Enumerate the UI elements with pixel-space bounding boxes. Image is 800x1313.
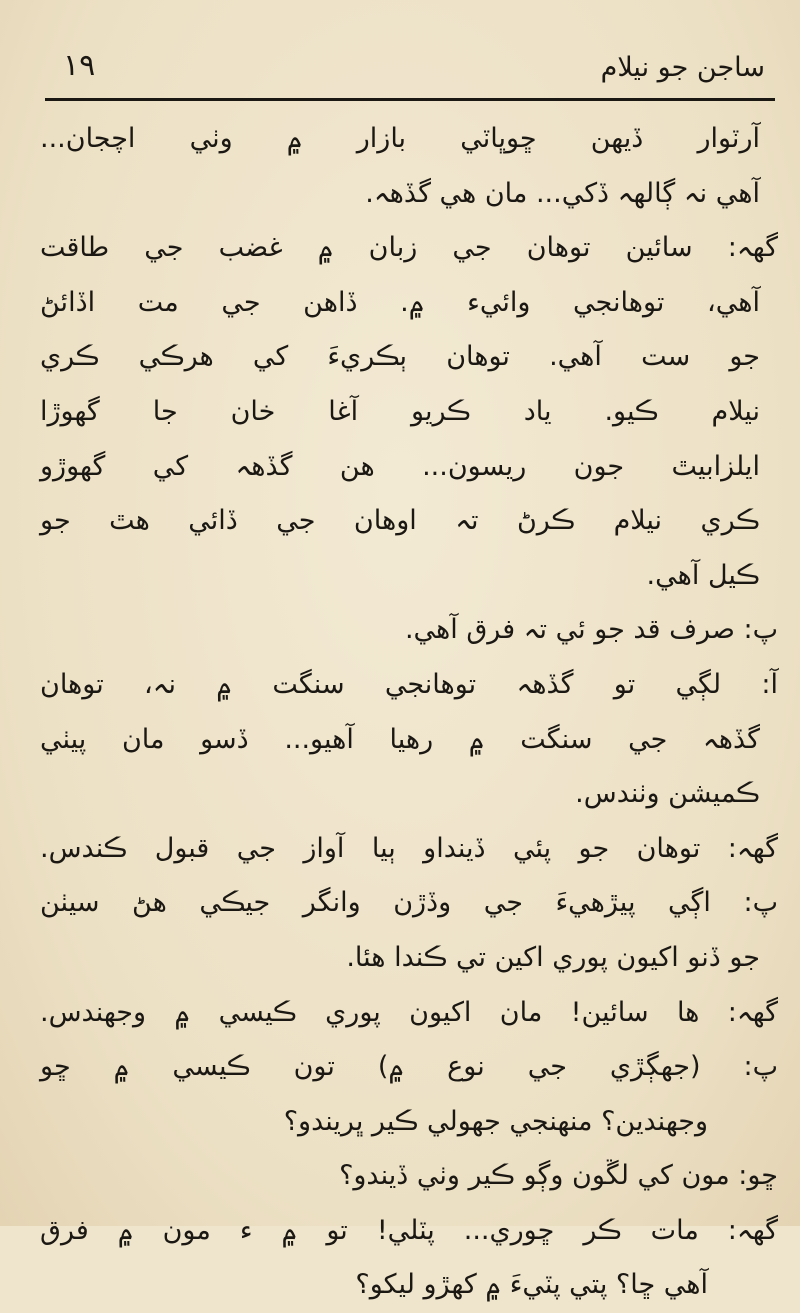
text-line: آهي نہ ڳالھہ ڏکي... مان ھي گڏھہ. <box>365 177 760 209</box>
text-line: گهہ: مات ڪر ڇوري... پٽلي! تو ۾ ء مون ۾ فرق <box>40 1214 778 1246</box>
text-line: ڪري نيلام ڪرڻ تہ اوهان جي ڏائي هٿ جو <box>40 505 760 537</box>
text-line: پ: اڳي پيڙهيءَ جي وڏڙن وانگر جيڪي هڻ سيٺن <box>40 887 778 919</box>
text-line: ايلزابيٿ جون ريسون... هن گڏھہ کي گهوڙو <box>40 450 760 482</box>
text-line: گهہ: سائين توهان جي زبان ۾ غضب جي طاقت <box>40 232 778 264</box>
text-line: آهي ڇا؟ پتي پٽيءَ ۾ کهڙو ليکو؟ <box>355 1269 708 1301</box>
text-line: گڏھہ جي سنگت ۾ رهيا آهيو... ڏسو مان پيٺي <box>40 723 760 755</box>
text-line: ڪميشن وٺندس. <box>575 778 760 810</box>
page-number: ١٩ <box>63 48 96 83</box>
text-line: جو ڏنو اکيون پوري اکين تي ڪندا هئا. <box>346 941 760 973</box>
text-line: جو ست آهي. توهان ٻڪريءَ کي هرڪي ڪري <box>40 341 760 373</box>
text-line: آ: لڳي تو گڏھہ توهانجي سنگت ۾ نہ، توهان <box>40 668 778 700</box>
text-line: گهہ: ها سائين! مان اکيون پوري ڪيسي ۾ وجهندس. <box>40 996 778 1028</box>
text-line: ڇو: مون کي لڱون وڳو ڪير وٺي ڏيندو؟ <box>339 1160 778 1192</box>
page-header <box>45 40 775 98</box>
text-line: پ: (جهڳڙي جي نوع ۾) تون ڪيسي ۾ ڇو <box>40 1051 778 1083</box>
text-line: آرٽوار ڏيھن ڇوڀاٽي بازار ۾ وٺي اچجان... <box>40 123 760 154</box>
page-body <box>40 112 778 1313</box>
text-line: آهي، توهانجي وائيء ۾. ڏاهن جي مت اڏائڻ <box>40 286 760 318</box>
text-line: وجهندين؟ منهنجي جهولي ڪير ڀريندو؟ <box>283 1105 708 1137</box>
text-line: ڪيل آهي. <box>646 559 760 591</box>
text-line: پ: صرف قد جو ئي تہ فرق آهي. <box>404 614 778 646</box>
text-line: نيلام ڪيو. ياد ڪريو آغا خان جا گهوڙا <box>40 395 760 427</box>
text-line: گهہ: توهان جو پئي ڏينداو ٻيا آواز جي قبول ڪندس. <box>40 832 778 864</box>
header-rule <box>45 98 775 101</box>
running-head: ساجن جو نيلام <box>600 52 765 83</box>
